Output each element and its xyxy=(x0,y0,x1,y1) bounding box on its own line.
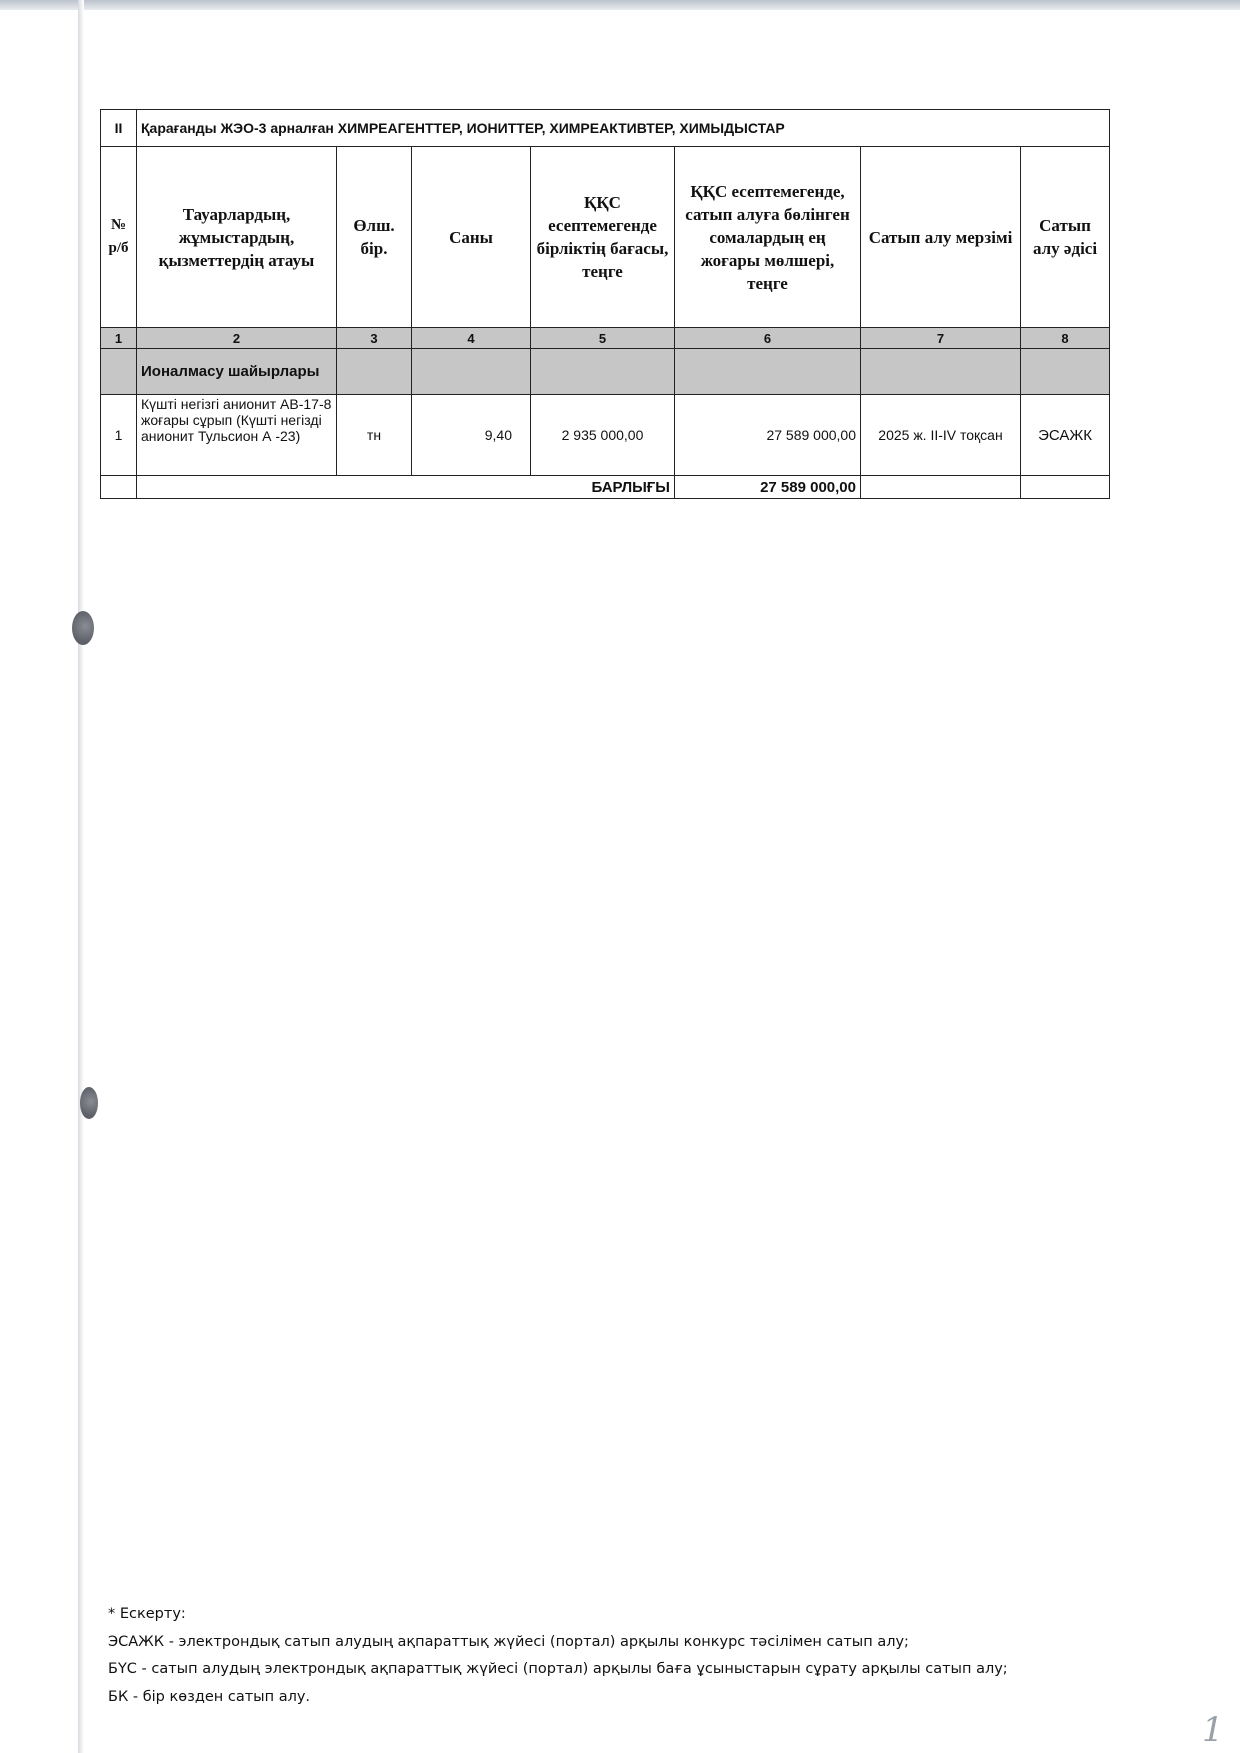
header-num: № р/б xyxy=(101,147,137,328)
procurement-table xyxy=(100,109,1110,499)
footnote-line: ЭСАЖК - электрондық сатып алудың ақпараттық жүйесі (портал) арқылы конкурс тәсілімен сатып алу; xyxy=(108,1633,909,1650)
item-num: 1 xyxy=(101,395,137,476)
total-cell-empty xyxy=(101,476,137,499)
item-sum: 27 589 000,00 xyxy=(675,395,861,476)
header-method: Сатып алу әдісі xyxy=(1021,147,1110,328)
column-number: 4 xyxy=(412,328,531,349)
group-cell-empty xyxy=(337,349,412,395)
total-label: БАРЛЫҒЫ xyxy=(137,476,675,499)
footnote-line: БК - бір көзден сатып алу. xyxy=(108,1688,311,1705)
group-row xyxy=(101,349,1110,395)
total-row xyxy=(101,476,1110,499)
header-row xyxy=(101,147,1110,328)
footnote-title: * Ескерту: xyxy=(108,1606,186,1622)
group-title: Ионалмасу шайырлары xyxy=(137,349,337,395)
item-name: Күшті негізгі анионит АВ-17-8 жоғары сұрып (Күшті негізді анионит Тульсион А -23) xyxy=(137,395,337,476)
column-number: 2 xyxy=(137,328,337,349)
section-row xyxy=(101,110,1110,147)
header-qty: Саны xyxy=(412,147,531,328)
header-unit: Өлш. бір. xyxy=(337,147,412,328)
column-number: 7 xyxy=(861,328,1021,349)
group-cell-empty xyxy=(861,349,1021,395)
column-number: 1 xyxy=(101,328,137,349)
header-period: Сатып алу мерзімі xyxy=(861,147,1021,328)
punch-hole-upper xyxy=(72,611,94,645)
column-number: 5 xyxy=(531,328,675,349)
footnote-line: БҮС - сатып алудың электрондық ақпараттық жүйесі (портал) арқылы баға ұсыныстарын сұрату арқылы сатып алу; xyxy=(108,1661,1008,1677)
group-cell-empty xyxy=(1021,349,1110,395)
group-cell-empty xyxy=(412,349,531,395)
item-period: 2025 ж. II-IV тоқсан xyxy=(861,395,1021,476)
group-cell-empty xyxy=(101,349,137,395)
section-number: II xyxy=(101,110,137,147)
total-value: 27 589 000,00 xyxy=(675,476,861,499)
section-title: Қарағанды ЖЭО-3 арналған ХИМРЕАГЕНТТЕР, ИОНИТТЕР, ХИМРЕАКТИВТЕР, ХИМЫДЫСТАР xyxy=(137,110,1110,147)
item-unit: тн xyxy=(337,395,412,476)
item-method: ЭСАЖК xyxy=(1021,395,1110,476)
item-price: 2 935 000,00 xyxy=(531,395,675,476)
group-cell-empty xyxy=(675,349,861,395)
header-name: Тауарлардың, жұмыстардың, қызметтердің атауы xyxy=(137,147,337,328)
header-price: ҚҚС есептемегенде бірліктің бағасы, теңге xyxy=(531,147,675,328)
punch-hole-lower xyxy=(80,1087,98,1119)
table-row xyxy=(101,395,1110,476)
footnotes xyxy=(108,1601,1008,1711)
total-cell-empty xyxy=(861,476,1021,499)
scan-top-edge xyxy=(0,0,1240,10)
handwritten-page-number: 1 xyxy=(1202,1710,1224,1750)
total-cell-empty xyxy=(1021,476,1110,499)
group-cell-empty xyxy=(531,349,675,395)
column-numbers-row xyxy=(101,328,1110,349)
item-qty: 9,40 xyxy=(412,395,531,476)
column-number: 6 xyxy=(675,328,861,349)
page-fold-shadow xyxy=(78,0,84,1753)
header-max-sum: ҚҚС есептемегенде, сатып алуға бөлінген сомалардың ең жоғары мөлшері, теңге xyxy=(675,147,861,328)
column-number: 8 xyxy=(1021,328,1110,349)
column-number: 3 xyxy=(337,328,412,349)
